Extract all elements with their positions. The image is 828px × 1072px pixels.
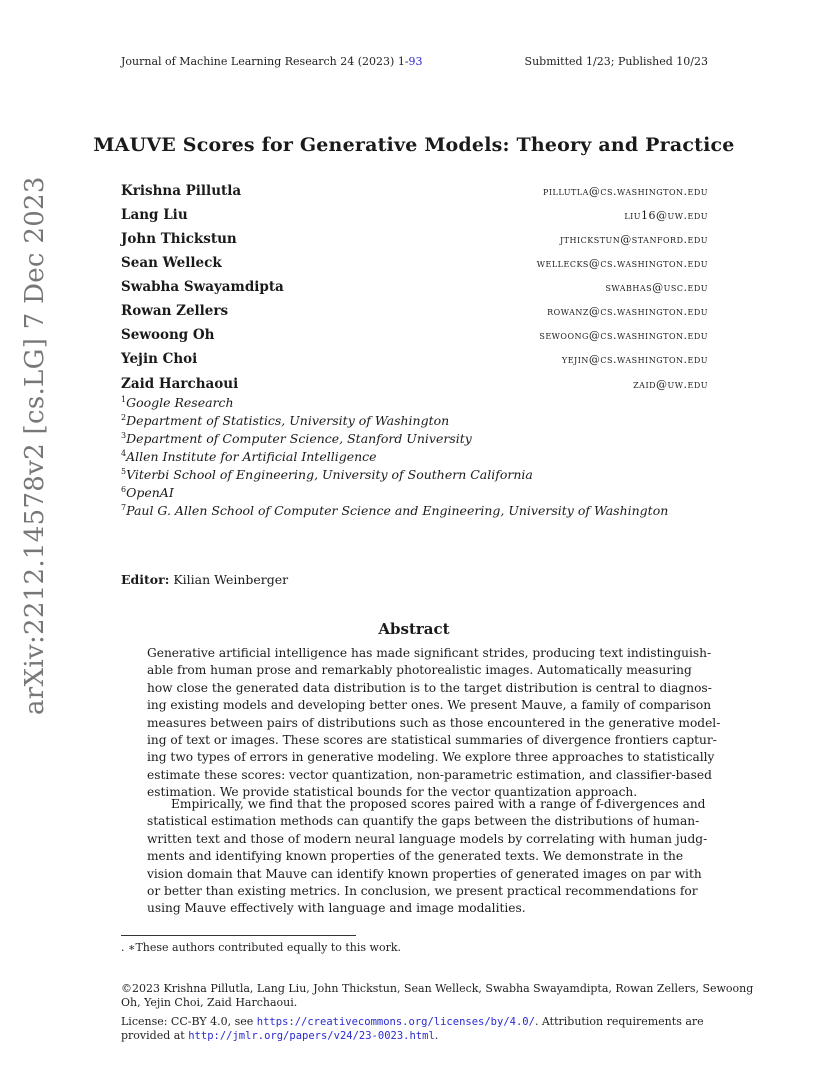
author-email[interactable]: jthickstun@stanford.edu <box>559 233 708 246</box>
affiliation <box>121 503 668 518</box>
affiliation-text: Viterbi School of Engineering, University of Southern California <box>126 467 533 483</box>
author-name: John Thickstun <box>121 231 237 247</box>
author-name: Yejin Choi <box>121 351 198 367</box>
paper-title: MAUVE Scores for Generative Models: Theory and Practice <box>93 134 735 156</box>
abstract-line: Generative artificial intelligence has made significant strides, producing text indistinguish- <box>147 646 712 660</box>
author-email[interactable]: wellecks@cs.washington.edu <box>536 257 708 270</box>
abstract-line: ments and identifying known properties of the generated texts. We demonstrate in the <box>147 849 684 864</box>
affiliation-number: 5 <box>121 467 127 476</box>
author-name: Lang Liu <box>121 207 188 223</box>
author-row <box>121 327 708 349</box>
affiliation-number: 7 <box>121 503 127 512</box>
author-row <box>121 183 708 205</box>
affiliation <box>121 467 533 482</box>
author-name: Swabha Swayamdipta <box>121 279 284 295</box>
copyright-line-2: Oh, Yejin Choi, Zaid Harchaoui. <box>121 996 298 1009</box>
author-row <box>121 255 708 277</box>
affiliation-text: OpenAI <box>126 485 174 501</box>
license-link[interactable]: https://creativecommons.org/licenses/by/4.0/ <box>256 1016 535 1028</box>
affiliation <box>121 395 234 410</box>
page-range-link[interactable]: 93 <box>408 55 423 68</box>
author-email[interactable]: swabhas@usc.edu <box>605 281 708 294</box>
author-row <box>121 351 708 373</box>
affiliation-text: Department of Statistics, University of Washington <box>126 413 450 429</box>
author-row <box>121 303 708 325</box>
abstract-paragraph-1 <box>147 645 721 802</box>
author-row <box>121 279 708 301</box>
abstract-line: estimation. We provide statistical bounds for the vector quantization approach. <box>147 785 638 800</box>
abstract-line: able from human prose and remarkably photorealistic images. Automatically measuring <box>147 663 692 678</box>
attribution-line: provided at http://jmlr.org/papers/v24/23-0023.html. <box>121 1029 439 1042</box>
abstract-line: written text and those of modern neural language models by correlating with human judg- <box>147 831 708 846</box>
affiliation-number: 2 <box>121 413 127 422</box>
footnote: . ∗These authors contributed equally to this work. <box>121 941 401 954</box>
author-email[interactable]: liu16@uw.edu <box>624 209 708 222</box>
abstract-heading: Abstract <box>378 620 450 638</box>
paper-link[interactable]: http://jmlr.org/papers/v24/23-0023.html <box>188 1030 435 1042</box>
affiliation-number: 3 <box>121 431 127 440</box>
author-email[interactable]: pillutla@cs.washington.edu <box>543 185 708 198</box>
journal-header: Journal of Machine Learning Research 24 (2023) 1-93 <box>121 55 423 68</box>
author-name: Krishna Pillutla <box>121 183 242 199</box>
author-name: Zaid Harchaoui <box>121 376 239 392</box>
author-row <box>121 207 708 229</box>
abstract-line: Empirically, we find that the proposed scores paired with a range of f-divergences and <box>171 797 706 811</box>
affiliation <box>121 485 174 500</box>
editor-line: Editor: Kilian Weinberger <box>121 572 289 587</box>
affiliation-text: Allen Institute for Artificial Intelligence <box>126 449 377 465</box>
author-row <box>121 231 708 253</box>
abstract-line: measures between pairs of distributions such as those encountered in the generative model- <box>147 715 721 730</box>
affiliation-text: Google Research <box>126 395 234 411</box>
author-email[interactable]: yejin@cs.washington.edu <box>561 353 708 366</box>
abstract-line: ing existing models and developing better ones. We present Mauve, a family of comparison <box>147 698 712 713</box>
abstract-line: ing two types of errors in generative modeling. We explore three approaches to statistically <box>147 750 715 765</box>
abstract-line: ing of text or images. These scores are statistical summaries of divergence frontiers captur- <box>147 733 717 748</box>
author-email[interactable]: zaid@uw.edu <box>633 378 708 391</box>
author-name: Rowan Zellers <box>121 303 229 319</box>
author-email[interactable]: rowanz@cs.washington.edu <box>547 305 708 318</box>
submission-dates: Submitted 1/23; Published 10/23 <box>524 55 708 68</box>
license-line: License: CC-BY 4.0, see https://creativecommons.org/licenses/by/4.0/. Attribution requirements are <box>121 1015 704 1028</box>
affiliation-number: 1 <box>121 395 127 404</box>
affiliation-number: 6 <box>121 485 127 494</box>
affiliation <box>121 413 449 428</box>
abstract-line: estimate these scores: vector quantization, non-parametric estimation, and classifier-based <box>147 767 712 782</box>
abstract-line: vision domain that Mauve can identify known properties of generated images on par with <box>147 866 702 881</box>
author-name: Sean Welleck <box>121 255 222 271</box>
affiliation <box>121 449 377 464</box>
abstract-line: how close the generated data distribution is to the target distribution is central to diagnos- <box>147 680 712 695</box>
abstract-line: or better than existing metrics. In conclusion, we present practical recommendations for <box>147 884 698 899</box>
arxiv-stamp: arXiv:2212.14578v2 [cs.LG] 7 Dec 2023 <box>20 176 50 715</box>
affiliation-text: Paul G. Allen School of Computer Science and Engineering, University of Washington <box>126 503 669 519</box>
editor-name: Kilian Weinberger <box>173 572 289 587</box>
author-email[interactable]: sewoong@cs.washington.edu <box>539 329 708 342</box>
author-name: Sewoong Oh <box>121 327 215 343</box>
affiliation-number: 4 <box>121 449 127 458</box>
footnote-rule <box>121 935 356 936</box>
abstract-paragraph-2 <box>147 796 708 918</box>
abstract-line: using Mauve effectively with language and image modalities. <box>147 901 526 916</box>
abstract-line: statistical estimation methods can quantify the gaps between the distributions of human- <box>147 814 700 829</box>
copyright-line-1: ©2023 Krishna Pillutla, Lang Liu, John Thickstun, Sean Welleck, Swabha Swayamdipta, Rowan Zellers, Sewoong <box>121 982 754 995</box>
affiliation-text: Department of Computer Science, Stanford University <box>126 431 472 447</box>
affiliation <box>121 431 472 446</box>
